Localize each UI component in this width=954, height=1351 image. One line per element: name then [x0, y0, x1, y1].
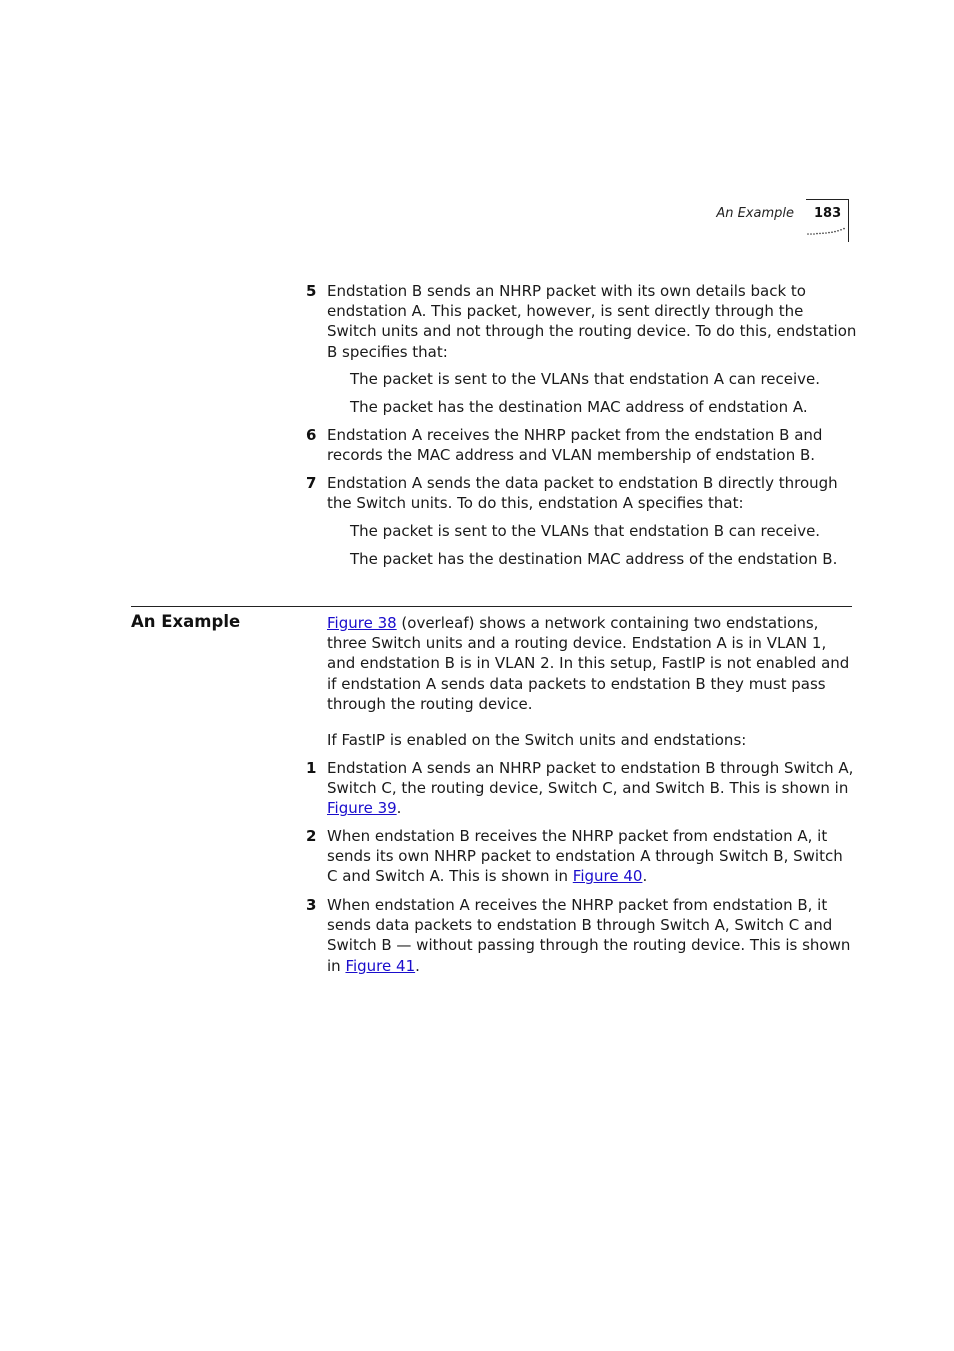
running-header-title: An Example: [716, 206, 794, 221]
step-body: Endstation A sends an NHRP packet to endstation B through Switch A, Switch C, the routing device, Switch C, and Switch B. This is shown in: [327, 759, 854, 798]
lead-sentence: If FastIP is enabled on the Switch units and endstations:: [327, 731, 747, 749]
step-text: [327, 826, 857, 887]
step-number: 7: [306, 474, 317, 492]
step-bullet: The packet is sent to the VLANs that endstation B can receive.: [350, 522, 821, 540]
figure-40-link[interactable]: Figure 40: [572, 867, 643, 886]
intro-paragraph: [327, 613, 857, 714]
step-number: 5: [306, 282, 317, 300]
step-number: 2: [306, 827, 317, 845]
step-number: 1: [306, 759, 317, 777]
step-body: When endstation A receives the NHRP packet from endstation B, it sends data packets to endstation B through Switch A, Switch C and Switch B — without passing through the routing device. This is shown in: [327, 896, 851, 975]
section-rule: [131, 606, 852, 607]
intro-text: (overleaf) shows a network containing two endstations, three Switch units and a routing device. Endstation A is in VLAN 1, and endstation B is in VLAN 2. In this setup, FastIP is not enabled and if endstation A sends data packets to endstation B they must pass through the routing device.: [327, 614, 850, 713]
figure-41-link[interactable]: Figure 41: [345, 956, 416, 975]
step-bullet: The packet has the destination MAC address of endstation A.: [350, 398, 808, 416]
step-number: 3: [306, 896, 317, 914]
decorative-dots: [806, 226, 848, 238]
step-text: Endstation A sends the data packet to endstation B directly through the Switch units. To do this, endstation A specifies that:: [327, 474, 838, 513]
step-end: .: [396, 799, 402, 818]
step-number: 6: [306, 426, 317, 444]
step-bullet: The packet is sent to the VLANs that endstation A can receive.: [350, 370, 821, 388]
page-number: 183: [814, 206, 842, 221]
step-text: Endstation A receives the NHRP packet from the endstation B and records the MAC address and VLAN membership of endstation B.: [327, 426, 823, 465]
figure-39-link[interactable]: Figure 39: [327, 799, 397, 818]
step-text: Endstation B sends an NHRP packet with its own details back to endstation A. This packet, however, is sent directly through the Switch units and not through the routing device. To do this, endstation B specifies that:: [327, 282, 857, 361]
step-text: [327, 895, 857, 976]
step-end: .: [642, 867, 648, 886]
step-bullet: The packet has the destination MAC address of the endstation B.: [350, 550, 838, 568]
step-text: [327, 758, 857, 819]
step-end: .: [415, 956, 420, 975]
section-heading: An Example: [131, 612, 241, 631]
step-body: When endstation B receives the NHRP packet from endstation A, it sends its own NHRP packet to endstation A through Switch B, Switch C and Switch A. This is shown in: [327, 827, 843, 886]
figure-38-link[interactable]: Figure 38: [327, 614, 397, 632]
